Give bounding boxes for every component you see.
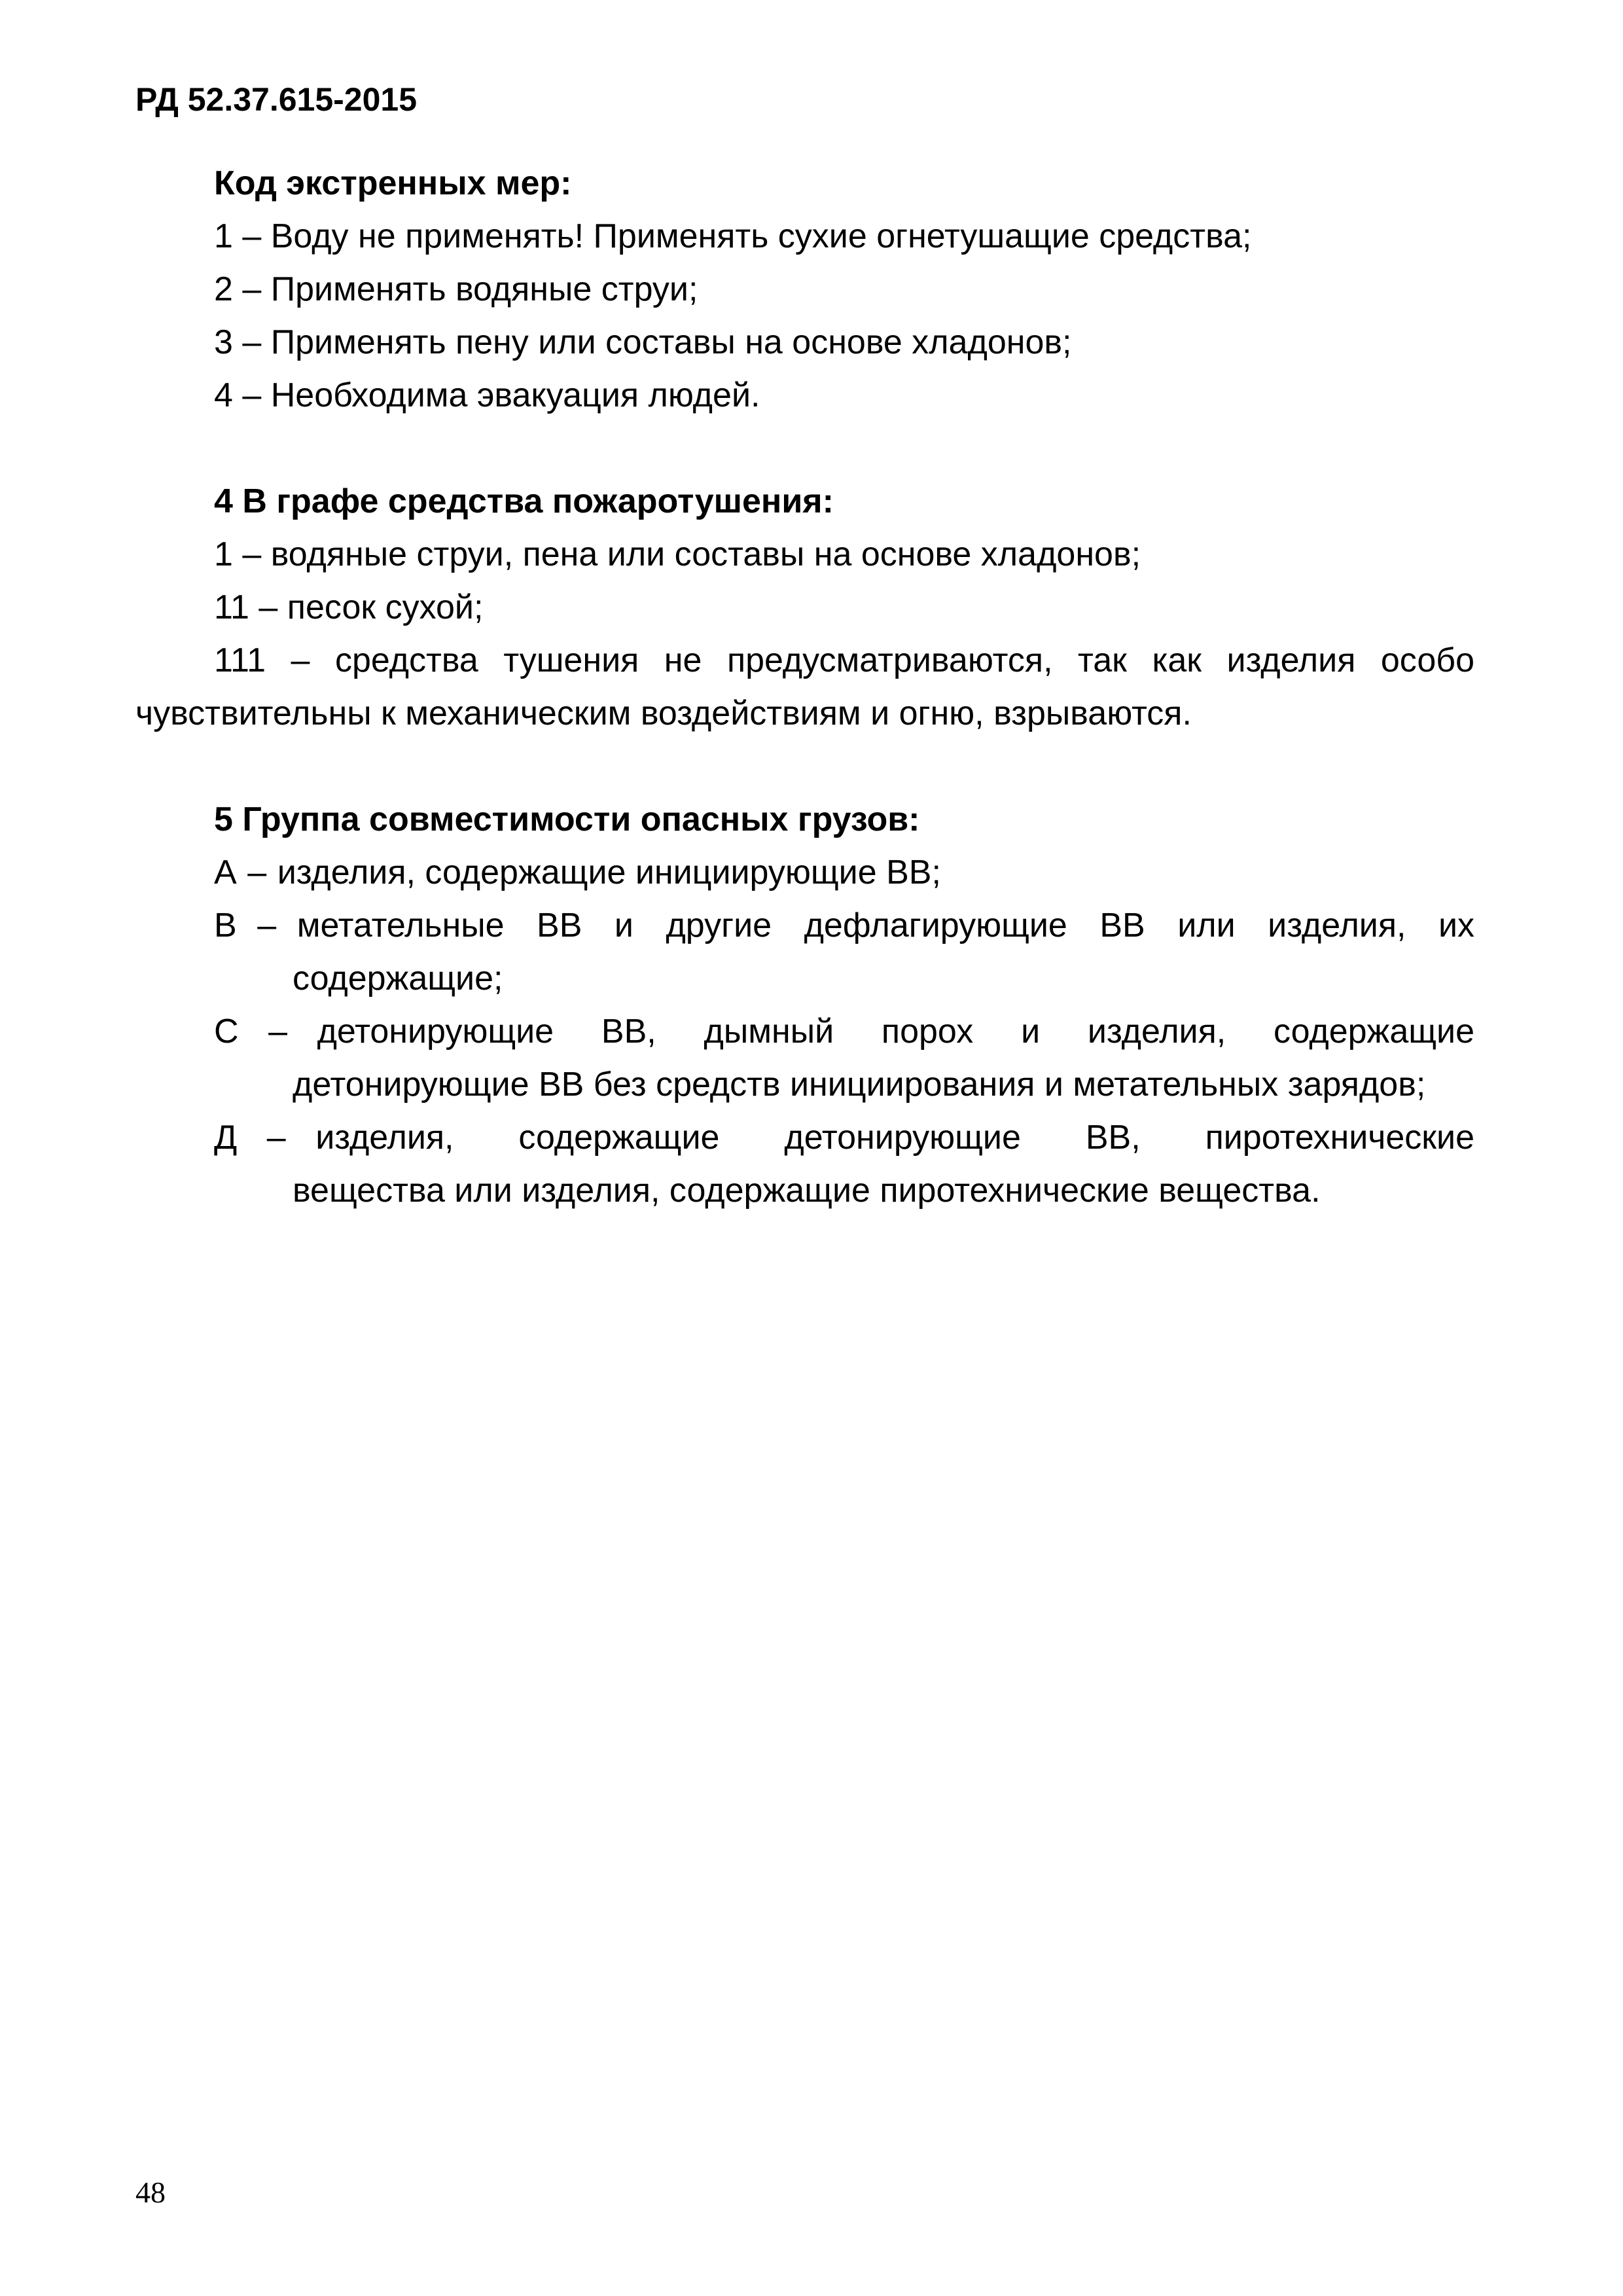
- item-letter: В: [214, 906, 237, 944]
- extinguishing-title: 4 В графе средства пожаротушения:: [214, 482, 834, 520]
- emergency-code-item: 1 – Воду не применять! Применять сухие огнетушащие средства;: [214, 217, 1252, 255]
- emergency-code-section: [135, 157, 1474, 422]
- compatibility-title: 5 Группа совместимости опасных грузов:: [214, 800, 920, 838]
- page-content: [135, 157, 1474, 1217]
- emergency-code-item: 2 – Применять водяные струи;: [214, 270, 698, 308]
- item-text: изделия, содержащие детонирующие ВВ, пиротехнические: [315, 1119, 1474, 1157]
- emergency-code-item: 3 – Применять пену или составы на основе хладонов;: [214, 323, 1072, 361]
- item-text: детонирующие ВВ, дымный порох и изделия, содержащие: [317, 1013, 1474, 1050]
- item-letter: Д: [214, 1119, 238, 1157]
- extinguishing-paragraph: 111 – средства тушения не предусматриваются, так как изделия особо чувствительны к механическим воздействиям и огню, взрываются.: [135, 641, 1474, 732]
- extinguishing-section: [135, 475, 1474, 740]
- emergency-code-title: Код экстренных мер:: [214, 164, 572, 202]
- document-code: РД 52.37.615-2015: [135, 81, 418, 118]
- compatibility-item-c: [135, 1005, 1474, 1111]
- compatibility-item-d: [135, 1111, 1474, 1217]
- item-first-line: [135, 1005, 1474, 1058]
- extinguishing-item: 1 – водяные струи, пена или составы на основе хладонов;: [214, 535, 1141, 573]
- item-text: изделия, содержащие инициирующие ВВ;: [277, 853, 941, 891]
- item-dash: –: [268, 1013, 288, 1050]
- item-text: метательные ВВ и другие дефлагирующие ВВ или изделия, их: [296, 906, 1474, 944]
- item-continuation: вещества или изделия, содержащие пиротехнические вещества.: [293, 1172, 1321, 1210]
- item-dash: –: [257, 906, 277, 944]
- item-continuation: детонирующие ВВ без средств инициирования и метательных зарядов;: [293, 1066, 1426, 1103]
- item-dash: –: [247, 853, 267, 891]
- extinguishing-item: 11 – песок сухой;: [214, 588, 484, 626]
- item-first-line: [135, 899, 1474, 952]
- item-first-line: [135, 1111, 1474, 1164]
- item-dash: –: [266, 1119, 286, 1157]
- page-number: 48: [135, 2176, 166, 2209]
- compatibility-section: [135, 793, 1474, 1217]
- emergency-code-item: 4 – Необходима эвакуация людей.: [214, 376, 760, 414]
- item-letter: С: [214, 1013, 239, 1050]
- item-letter: А: [214, 853, 237, 891]
- compatibility-item-b: [135, 899, 1474, 1005]
- compatibility-item-a: [135, 846, 1474, 899]
- item-continuation: содержащие;: [293, 960, 503, 997]
